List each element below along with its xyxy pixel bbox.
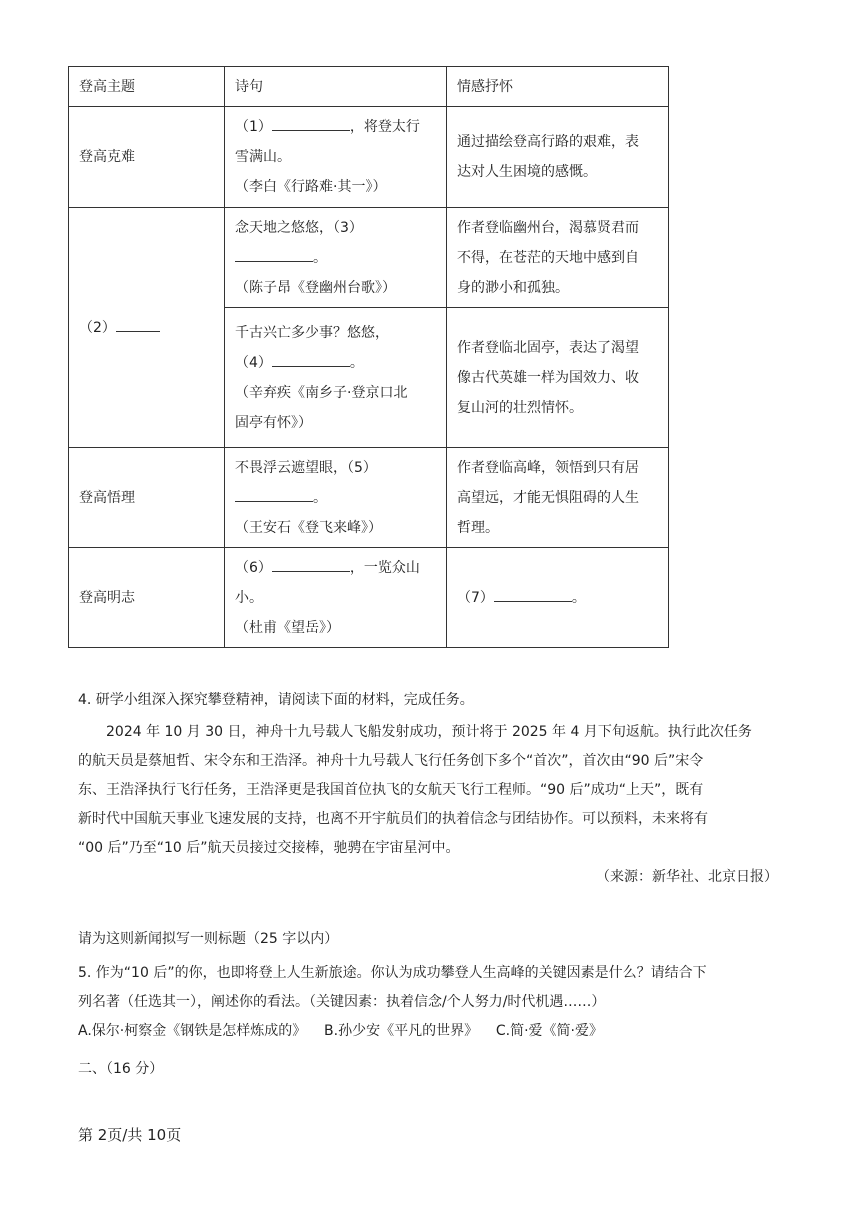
table-header-row — [69, 67, 669, 107]
poem-table — [68, 66, 669, 648]
theme-cell: 登高克难 — [69, 107, 225, 208]
poem-cell: （6） ，一览众山 小。 （杜甫《望岳》） — [225, 548, 447, 648]
question-4-title: 4. 研学小组深入探究攀登精神，请阅读下面的材料，完成任务。 — [78, 692, 474, 708]
theme-cell: （2） — [69, 208, 225, 448]
news-material: 2024 年 10 月 30 日，神舟十九号载人飞船发射成功，预计将于 2025 年 4 月下旬返航。执行此次任务 的航天员是蔡旭哲、宋令东和王浩泽。神舟十九号载人飞行任务创下多个“首次”，首次由“90 后”宋令 东、王浩泽执行飞行任务，王浩泽更是我国首位执飞的女航天飞行工程师。“90 后”成功“上天”，既有 新时代中国航天事业飞速发展的支持，也离不开宇航员们的执着信念与团结协作。可以预料，未来将有 “00 后”乃至“10 后”航天员接过交接棒，驰骋在宇宙星河中。 （来源：新华社、北京日报） — [78, 718, 778, 892]
theme-cell: 登高悟理 — [69, 448, 225, 548]
question-4-task: 请为这则新闻拟写一则标题（25 字以内） — [78, 931, 339, 947]
poem-cell: （1） ，将登太行 雪满山。 （李白《行路难·其一》） — [225, 107, 447, 208]
feeling-cell: 作者登临北固亭，表达了渴望 像古代英雄一样为国效力、收 复山河的壮烈情怀。 — [447, 308, 669, 448]
section-heading: 二、（16 分） — [78, 1061, 164, 1077]
table-row — [69, 548, 669, 648]
page-number: 第 2页/共 10页 — [78, 1126, 182, 1144]
table-row — [69, 107, 669, 208]
table-row — [69, 448, 669, 548]
header-poem: 诗句 — [225, 67, 447, 107]
table-row — [69, 208, 669, 308]
question-5: 5. 作为“10 后”的你，也即将登上人生新旅途。你认为成功攀登人生高峰的关键因素是什么？请结合下 列名著（任选其一），阐述你的看法。（关键因素：执着信念/个人努力/时代机遇……） A.保尔·柯察金《钢铁是怎样炼成的》 B.孙少安《平凡的世界》 C.简·爱《简·爱》 — [78, 959, 778, 1046]
feeling-cell: （7） 。 — [447, 548, 669, 648]
poem-cell: 千古兴亡多少事？悠悠， （4） 。 （辛弃疾《南乡子·登京口北 固亭有怀》） — [225, 308, 447, 448]
header-feeling: 情感抒怀 — [447, 67, 669, 107]
news-source: （来源：新华社、北京日报） — [596, 869, 778, 885]
header-theme: 登高主题 — [69, 67, 225, 107]
poem-cell: 不畏浮云遮望眼，（5） 。 （王安石《登飞来峰》） — [225, 448, 447, 548]
feeling-cell: 作者登临幽州台，渴慕贤君而 不得，在苍茫的天地中感到自 身的渺小和孤独。 — [447, 208, 669, 308]
feeling-cell: 通过描绘登高行路的艰难，表 达对人生困境的感慨。 — [447, 107, 669, 208]
question-5-options: A.保尔·柯察金《钢铁是怎样炼成的》 B.孙少安《平凡的世界》 C.简·爱《简·爱》 — [78, 1023, 604, 1039]
feeling-cell: 作者登临高峰，领悟到只有居 高望远，才能无惧阻碍的人生 哲理。 — [447, 448, 669, 548]
poem-cell: 念天地之悠悠，（3） 。 （陈子昂《登幽州台歌》） — [225, 208, 447, 308]
theme-cell: 登高明志 — [69, 548, 225, 648]
